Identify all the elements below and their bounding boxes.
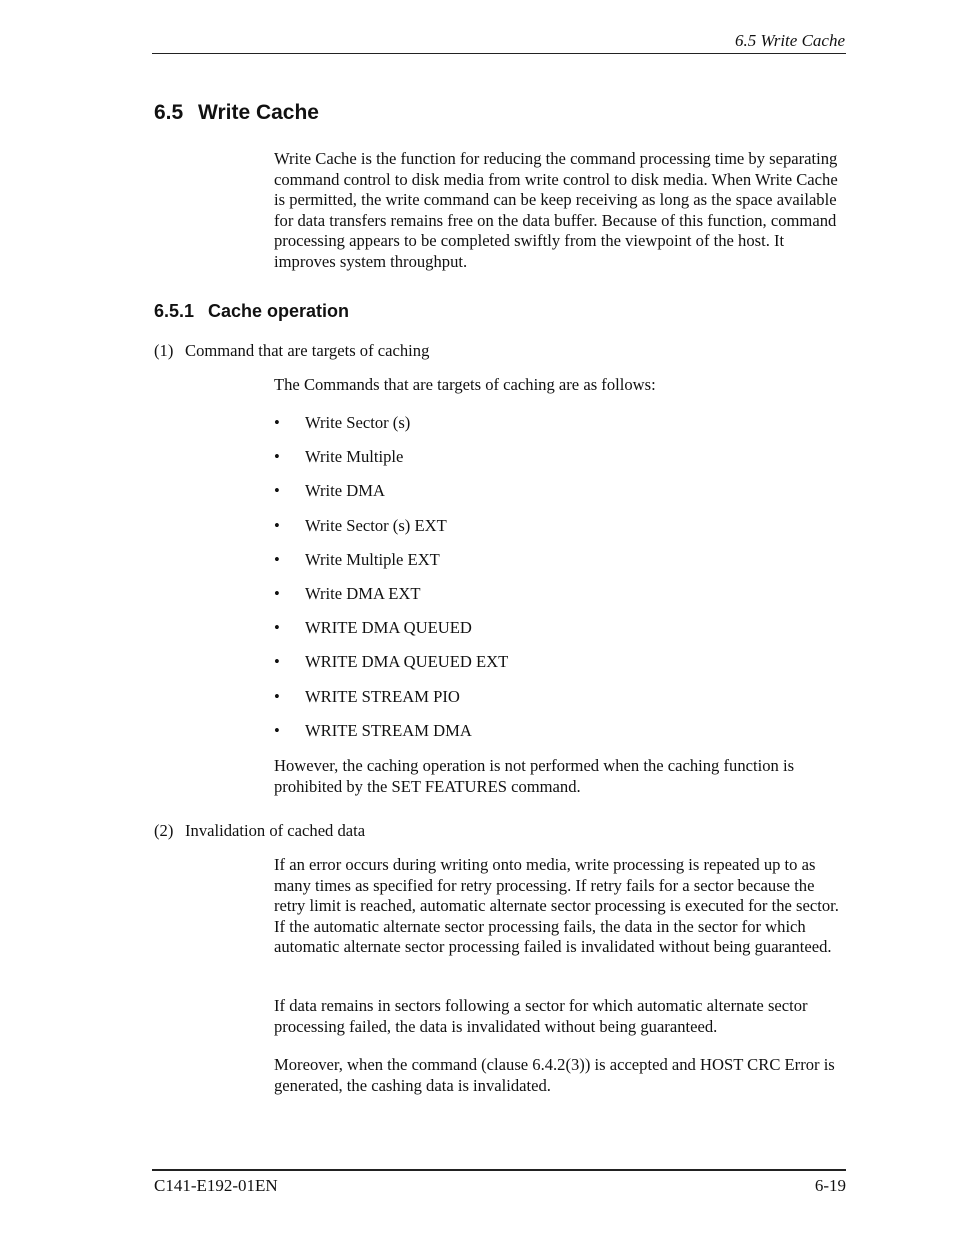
running-header: 6.5 Write Cache <box>734 31 845 50</box>
item-2-paragraph-3: Moreover, when the command (clause 6.4.2(3)) is accepted and HOST CRC Error is generated, the cashing data is invalidated. <box>274 1055 835 1095</box>
list-item <box>274 412 508 446</box>
subsection-heading <box>154 300 349 322</box>
bullet-icon: • <box>274 686 280 706</box>
item-2-heading <box>154 821 365 841</box>
list-item-label: WRITE DMA QUEUED <box>305 618 472 638</box>
list-item <box>274 651 508 685</box>
section-heading <box>154 100 319 126</box>
item-1-lead: The Commands that are targets of caching are as follows: <box>274 375 656 394</box>
list-item-label: WRITE DMA QUEUED EXT <box>305 652 509 672</box>
bullet-icon: • <box>274 618 280 638</box>
item-1-heading <box>154 341 429 361</box>
item-2-paragraph-1: If an error occurs during writing onto media, write processing is repeated up to as many times as specified for retry processing. If retry fails for a sector because the retry limit is reached, automatic alternate sector processing is executed for the sector. If the automatic alternate sector processing fails, the data in the sector for which automatic alternate sector processing failed is invalidated without being guaranteed. <box>274 855 839 956</box>
list-item <box>274 549 508 583</box>
list-item <box>274 583 508 617</box>
list-item-label: Write Sector (s) EXT <box>305 515 447 535</box>
item-2-number: (2) <box>154 821 174 840</box>
bullet-icon: • <box>274 413 280 432</box>
subsection-title: Cache operation <box>208 301 350 321</box>
item-1-title: Command that are targets of caching <box>185 341 430 360</box>
list-item-label: Write DMA <box>305 481 385 501</box>
list-item-label: Write Sector (s) <box>305 413 411 432</box>
item-2-paragraph-2: If data remains in sectors following a sector for which automatic alternate sector processing failed, the data is invalidated without being guaranteed. <box>274 996 808 1036</box>
section-number: 6.5 <box>154 101 184 124</box>
bullet-icon: • <box>274 515 280 535</box>
list-item <box>274 446 508 480</box>
list-item-label: Write DMA EXT <box>305 583 421 603</box>
bullet-icon: • <box>274 583 280 603</box>
list-item-label: WRITE STREAM DMA <box>305 720 472 740</box>
bullet-icon: • <box>274 652 280 672</box>
bullet-icon: • <box>274 720 280 740</box>
bullet-icon: • <box>274 549 280 569</box>
document-id: C141-E192-01EN <box>154 1176 278 1195</box>
list-item-label: Write Multiple <box>305 447 404 467</box>
item-2-title: Invalidation of cached data <box>185 821 366 840</box>
intro-paragraph: Write Cache is the function for reducing the command processing time by separating command control to disk media from write control to disk media. When Write Cache is permitted, the write command can be keep receiving as long as the space available for data transfers remains free on the data buffer. Because of this function, command processing appears to be completed swiftly from the viewpoint of the host. It improves system throughput. <box>274 149 838 271</box>
item-1-number: (1) <box>154 341 174 360</box>
list-item-label: WRITE STREAM PIO <box>305 686 460 706</box>
section-title: Write Cache <box>198 101 319 124</box>
list-item <box>274 686 508 720</box>
bullet-icon: • <box>274 447 280 467</box>
list-item-label: Write Multiple EXT <box>305 549 440 569</box>
item-1-note: However, the caching operation is not performed when the caching function is prohibited by the SET FEATURES command. <box>274 756 795 796</box>
footer-rule <box>152 1169 846 1171</box>
bullet-icon: • <box>274 481 280 501</box>
subsection-number: 6.5.1 <box>154 301 195 321</box>
command-list <box>274 412 508 754</box>
page-number: 6-19 <box>814 1176 846 1195</box>
list-item <box>274 720 508 754</box>
list-item <box>274 515 508 549</box>
list-item <box>274 480 508 514</box>
list-item <box>274 617 508 651</box>
header-rule <box>152 53 846 54</box>
